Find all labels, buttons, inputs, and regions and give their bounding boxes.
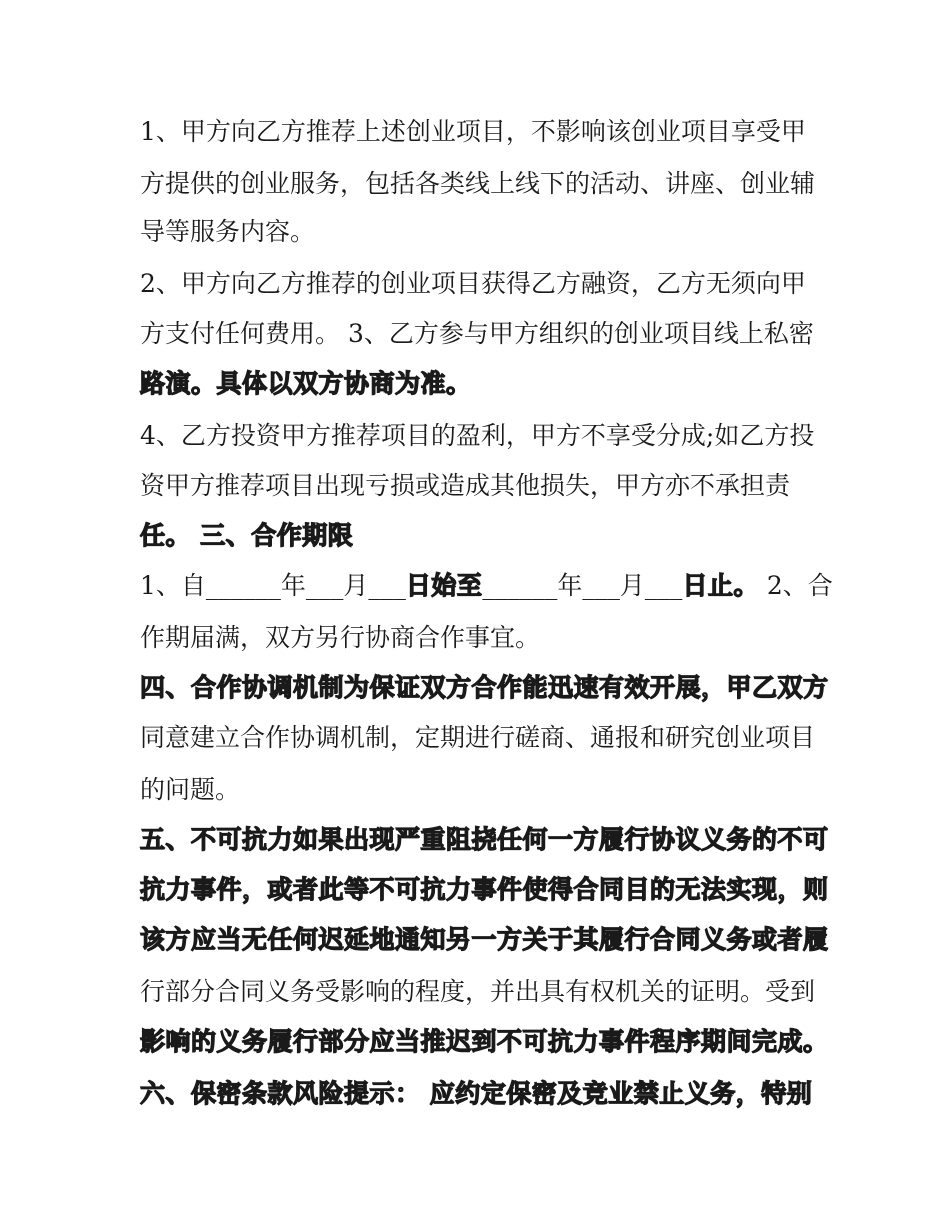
section-heading-confidentiality: 六、保密条款风险提示： 应约定保密及竞业禁止义务，特别 (140, 1079, 813, 1108)
text-line: 4、乙方投资甲方推荐项目的盈利，甲方不享受分成;如乙方投 (140, 421, 815, 450)
text-line-dates (140, 566, 833, 606)
text-line: 的问题。 (140, 775, 241, 804)
text-line: 路演。具体以双方协商为准。 (140, 369, 472, 398)
section-heading-coordination: 四、合作协调机制为保证双方合作能迅速有效开展，甲乙双方 (140, 673, 829, 702)
text-line: 2、甲方向乙方推荐的创业项目获得乙方融资，乙方无须向甲 (140, 269, 806, 298)
text-line: 导等服务内容。 (140, 217, 316, 246)
text-line: 影响的义务履行部分应当推迟到不可抗力事件程序期间完成。 (140, 1027, 829, 1056)
text-line: 该方应当无任何迟延地通知另一方关于其履行合同义务或者履 (140, 925, 829, 954)
text-line: 1、甲方向乙方推荐上述创业项目，不影响该创业项目享受甲 (140, 117, 806, 146)
text-line: 同意建立合作协调机制，定期进行磋商、通报和研究创业项目 (140, 723, 816, 752)
text-line: 行部分合同义务受影响的程度，并出具有权机关的证明。受到 (140, 977, 816, 1006)
text-line: 方支付任何费用。 3、乙方参与甲方组织的创业项目线上私密 (140, 319, 814, 348)
text-line: 资甲方推荐项目出现亏损或造成其他损失，甲方亦不承担责 (140, 471, 791, 500)
clause-2-start: 2、合 (758, 571, 833, 600)
text-line: 作期届满，双方另行协商合作事宜。 (140, 623, 541, 652)
text-line: 方提供的创业服务，包括各类线上线下的活动、讲座、创业辅 (140, 169, 816, 198)
section-heading-term: 任。 三、合作期限 (140, 521, 354, 550)
date-start-text: 1、自______年___月___ (140, 571, 406, 600)
date-end-label: 日止。 (682, 571, 759, 600)
text-line: 抗力事件，或者此等不可抗力事件使得合同目的无法实现，则 (140, 875, 829, 904)
date-start-label: 日始至 (405, 571, 483, 600)
date-end-text: ______年___月___ (482, 571, 683, 600)
section-heading-force-majeure: 五、不可抗力如果出现严重阻挠任何一方履行协议义务的不可 (140, 825, 829, 854)
